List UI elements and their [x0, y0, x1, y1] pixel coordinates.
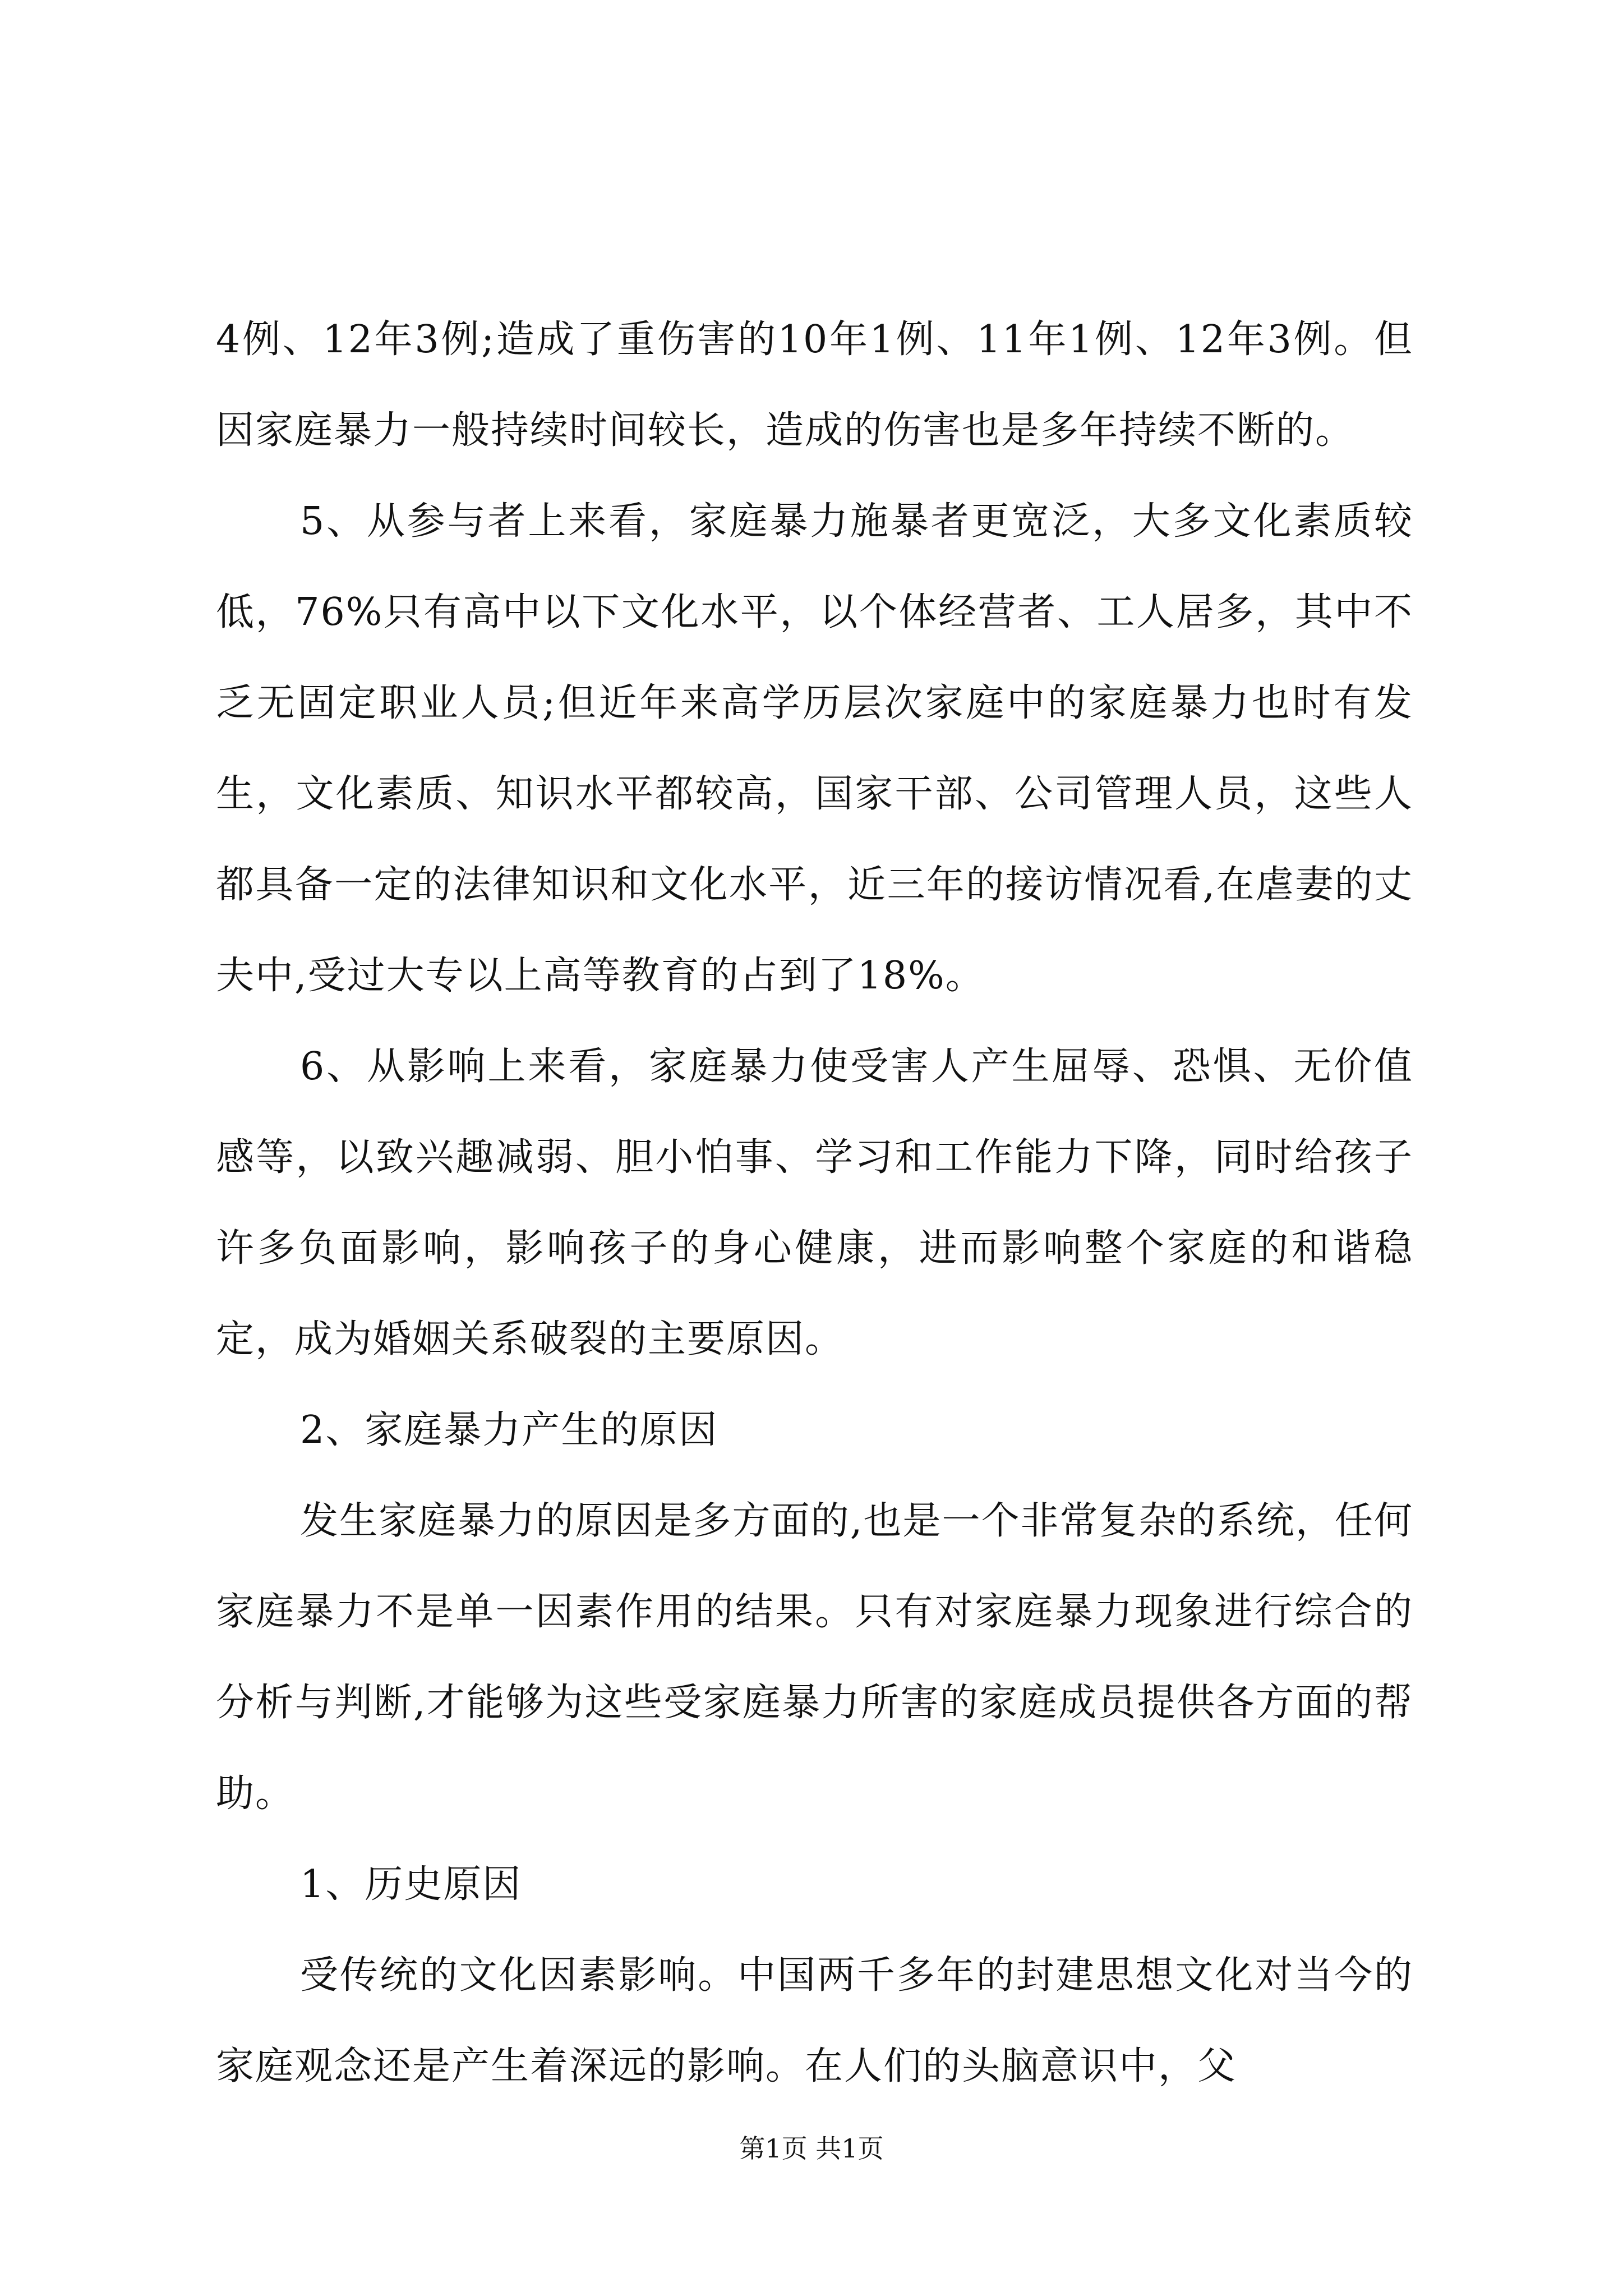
page-footer: 第1页 共1页	[739, 2133, 884, 2164]
section-heading-causes: 2、家庭暴力产生的原因	[300, 1408, 718, 1452]
paragraph-item-6: 6、从影响上来看，家庭暴力使受害人产生屈辱、恐惧、无价值感等，以致兴趣减弱、胆小怕事、学习和工作能力下降，同时给孩子许多负面影响，影响孩子的身心健康，进而影响整个家庭的和谐稳定，成为婚姻关系破裂的主要原因。	[216, 1045, 1413, 1361]
document-body	[216, 295, 1413, 2112]
paragraph-causes-intro: 发生家庭暴力的原因是多方面的,也是一个非常复杂的系统，任何家庭暴力不是单一因素作用的结果。只有对家庭暴力现象进行综合的分析与判断,才能够为这些受家庭暴力所害的家庭成员提供各方面的帮助。	[216, 1499, 1413, 1816]
paragraph-continuation: 4例、12年3例;造成了重伤害的10年1例、11年1例、12年3例。但因家庭暴力一般持续时间较长，造成的伤害也是多年持续不断的。	[216, 318, 1413, 453]
subheading-historical: 1、历史原因	[300, 1862, 522, 1907]
paragraph-item-5: 5、从参与者上来看，家庭暴力施暴者更宽泛，大多文化素质较低，76%只有高中以下文化水平，以个体经营者、工人居多，其中不乏无固定职业人员;但近年来高学历层次家庭中的家庭暴力也时有发生，文化素质、知识水平都较高，国家干部、公司管理人员，这些人都具备一定的法律知识和文化水平，近三年的接访情况看,在虐妻的丈夫中,受过大专以上高等教育的占到了18%。	[216, 499, 1413, 998]
paragraph-historical: 受传统的文化因素影响。中国两千多年的封建思想文化对当今的家庭观念还是产生着深远的影响。在人们的头脑意识中，父	[216, 1953, 1413, 2088]
